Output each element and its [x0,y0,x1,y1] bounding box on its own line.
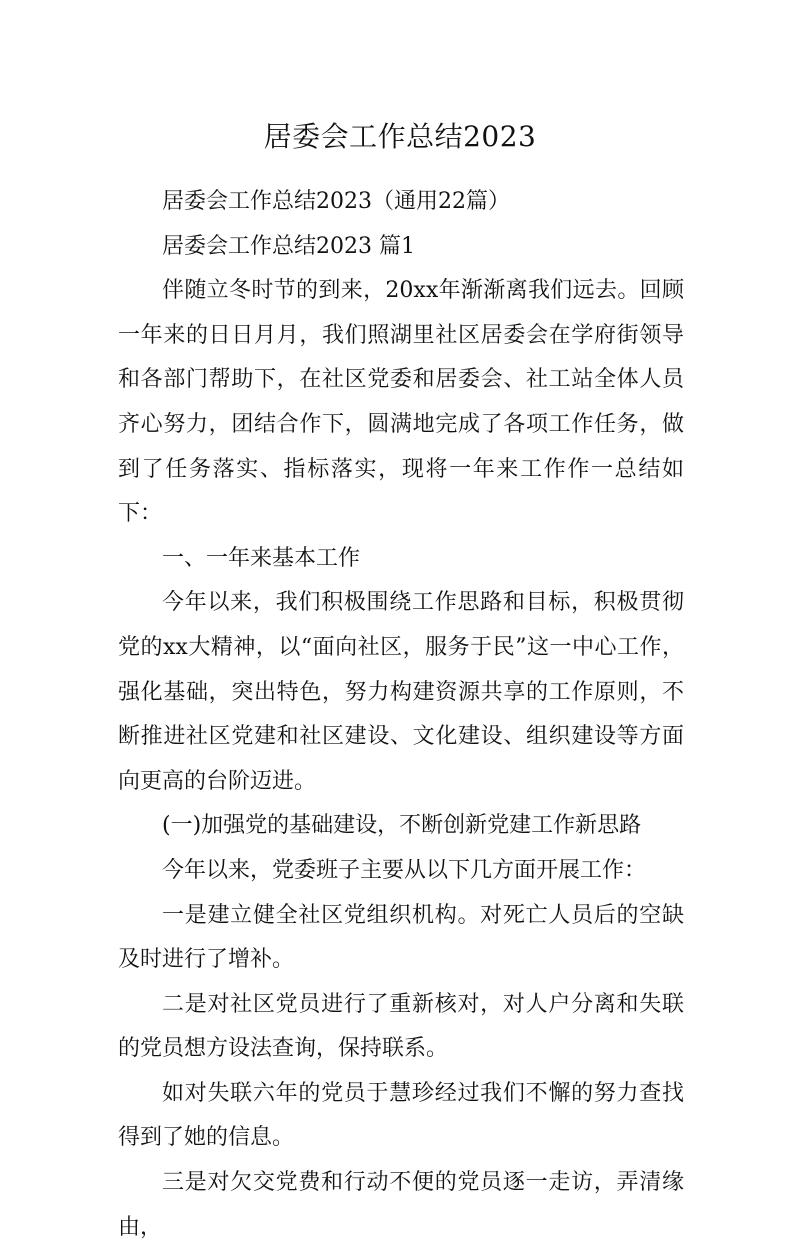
paragraph-section-heading: 居委会工作总结2023 篇1 [162,233,415,259]
paragraph-intro: 伴随立冬时节的到来，20xx年渐渐离我们远去。回顾一年来的日日月月，我们照湖里社区居委会在学府街领导和各部门帮助下，在社区党委和居委会、社工站全体人员齐心努力，团结合作下，圆满地完成了各项工作任务，做到了任务落实、指标落实，现将一年来工作作一总结如下： [118,278,684,527]
paragraph-heading-basic-work: 一、一年来基本工作 [162,545,361,571]
paragraph-example: 如对失联六年的党员于慧珍经过我们不懈的努力查找得到了她的信息。 [118,1080,684,1151]
paragraph-point-one: 一是建立健全社区党组织机构。对死亡人员后的空缺及时进行了增补。 [118,902,684,973]
paragraph-work-aspects: 今年以来，党委班子主要从以下几方面开展工作： [162,857,647,883]
paragraph-subheading-party-building: (一)加强党的基础建设，不断创新党建工作新思路 [162,813,642,839]
paragraph-point-two: 二是对社区党员进行了重新核对，对人户分离和失联的党员想方设法查询，保持联系。 [118,991,684,1062]
paragraph-overview: 今年以来，我们积极围绕工作思路和目标，积极贯彻党的xx大精神，以“面向社区，服务于民”这一中心工作，强化基础，突出特色，努力构建资源共享的工作原则，不断推进社区党建和社区建设、文化建设、组织建设等方面向更高的台阶迈进。 [118,590,684,794]
document-title: 居委会工作总结2023 [263,119,537,153]
paragraph-subtitle: 居委会工作总结2023（通用22篇） [162,189,510,214]
paragraph-point-three: 三是对欠交党费和行动不便的党员逐一走访，弄清缘由， [118,1170,684,1240]
document-body [118,180,684,1250]
